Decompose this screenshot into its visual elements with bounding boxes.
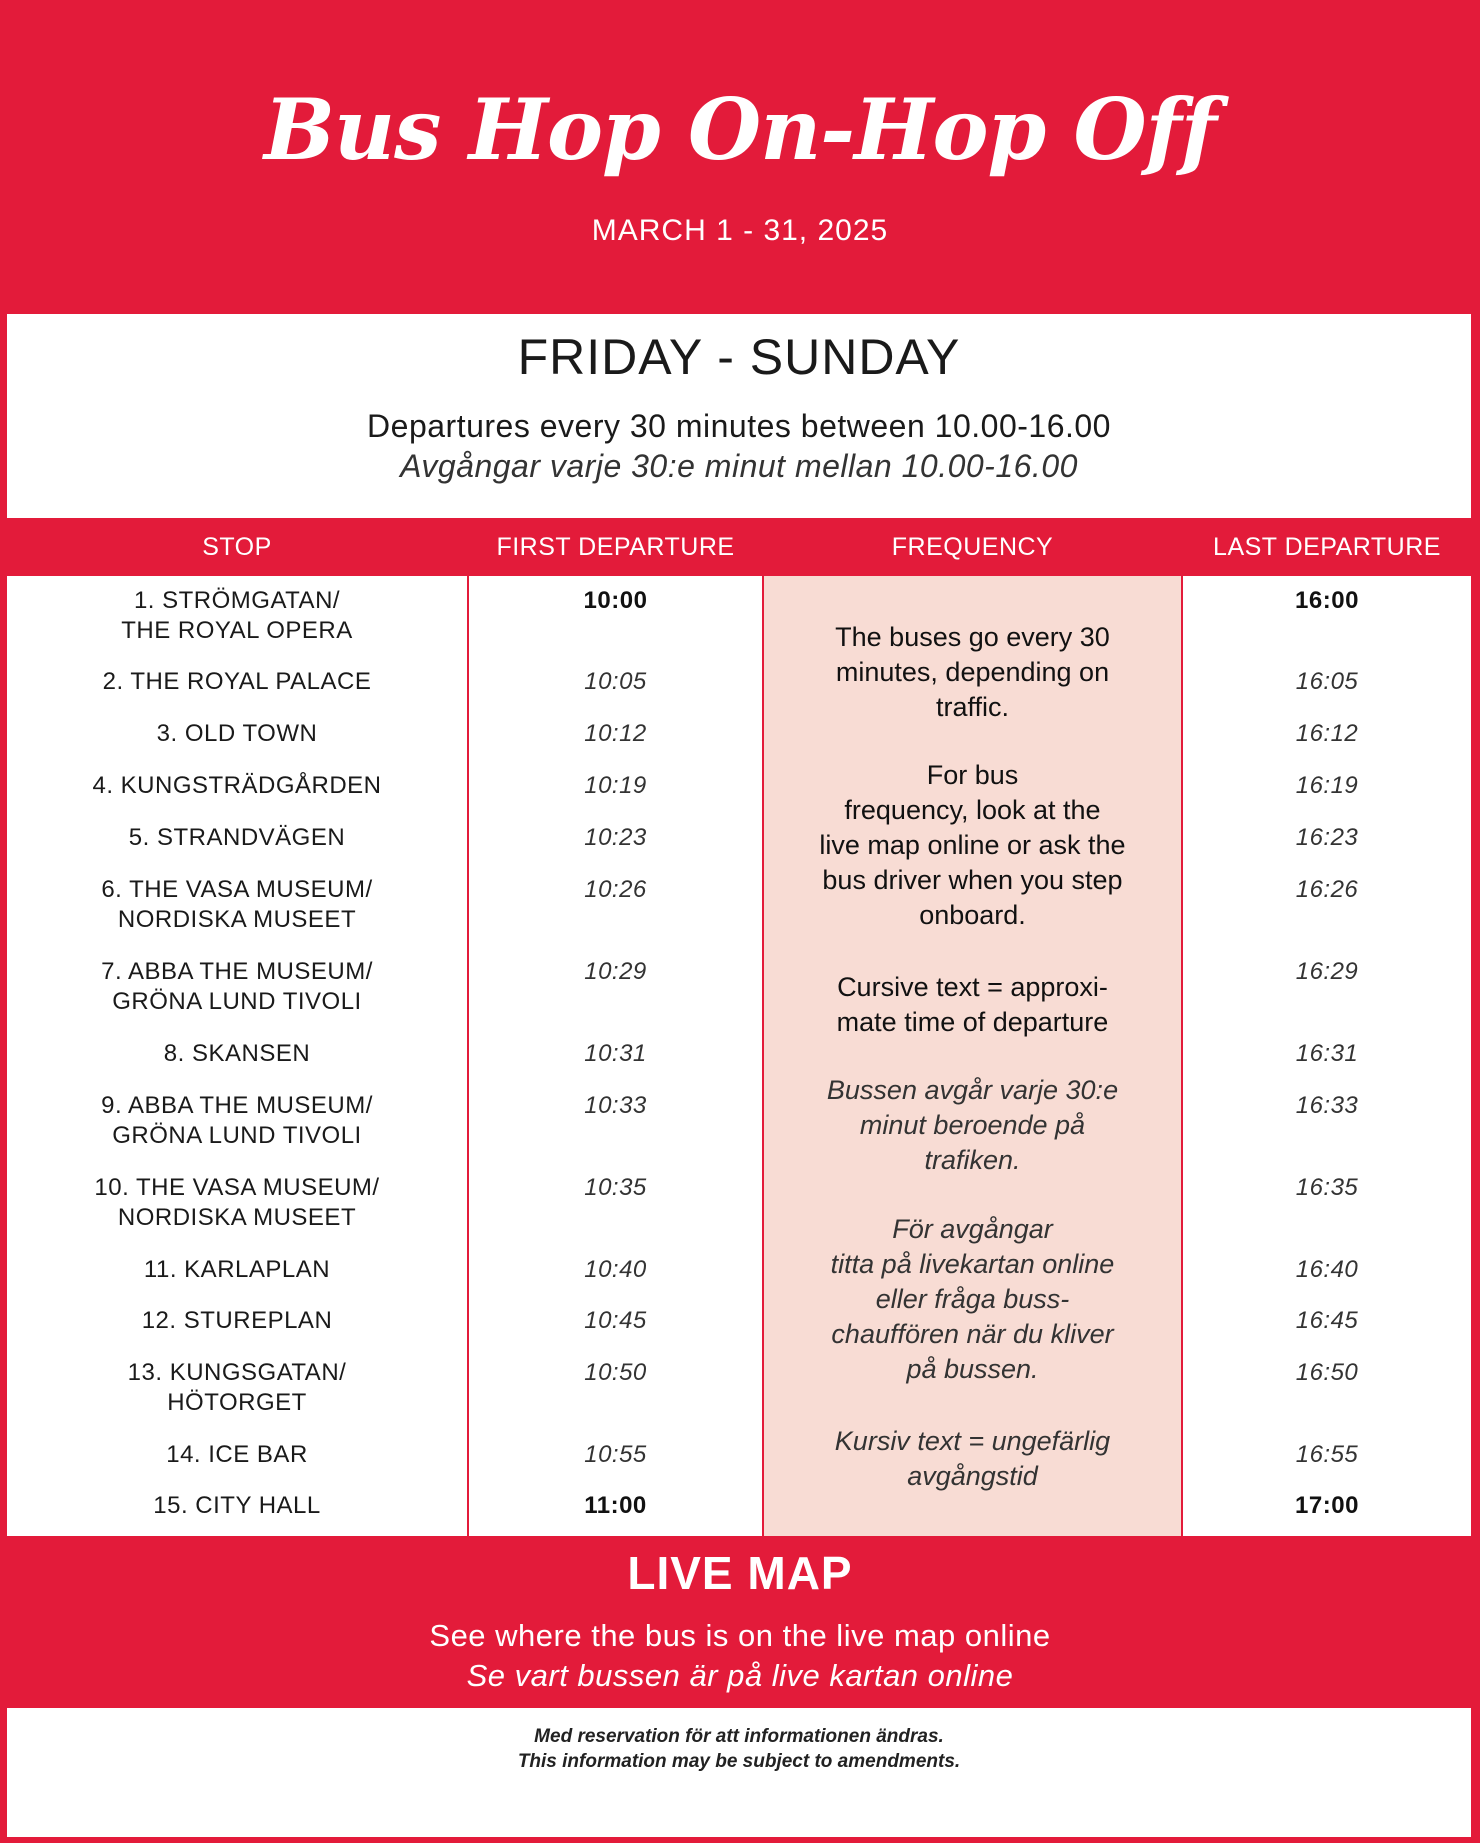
frequency-note-sv: Bussen avgår varje 30:e minut beroende på trafiken. [826,1075,1119,1175]
stop-name: 13. KUNGSGATAN/ HÖTORGET [127,1359,347,1416]
last-departure: 16:50 [1295,1359,1359,1386]
days-heading: FRIDAY - SUNDAY [517,329,961,385]
stop-name: 10. THE VASA MUSEUM/ NORDISKA MUSEET [94,1174,380,1231]
disclaimer-sv: Med reservation för att informationen ändras. [534,1726,944,1747]
last-departure: 16:19 [1295,772,1359,799]
first-departure: 11:00 [584,1492,647,1519]
last-departure: 17:00 [1295,1492,1359,1519]
first-departure: 10:50 [584,1359,647,1386]
last-departure: 16:05 [1295,668,1359,695]
header-stop: STOP [202,533,272,561]
header-first-departure: FIRST DEPARTURE [496,533,735,561]
stop-name: 4. KUNGSTRÄDGÅRDEN [92,772,382,799]
first-departure: 10:45 [584,1307,647,1334]
first-departure: 10:55 [584,1441,647,1468]
date-range: MARCH 1 - 31, 2025 [591,214,889,247]
frequency-note-en: For bus frequency, look at the live map online or ask the bus driver when you step onboard. [819,760,1126,930]
frequency-note-sv: För avgångar titta på livekartan online eller fråga buss- chauffören när du kliver på bussen. [830,1214,1115,1384]
last-departure: 16:35 [1295,1174,1359,1201]
last-departure: 16:12 [1295,720,1359,747]
stop-name: 2. THE ROYAL PALACE [102,668,372,695]
column-divider [762,576,764,1536]
stop-name: 9. ABBA THE MUSEUM/ GRÖNA LUND TIVOLI [101,1092,373,1149]
stop-name: 6. THE VASA MUSEUM/ NORDISKA MUSEET [101,876,373,933]
last-departure: 16:55 [1295,1441,1359,1468]
first-departure: 10:05 [584,668,647,695]
last-departure: 16:45 [1295,1307,1359,1334]
last-departure: 16:23 [1295,824,1359,851]
header-last-departure: LAST DEPARTURE [1213,533,1441,561]
page-title: Bus Hop On-Hop Off [264,80,1216,179]
last-departure: 16:26 [1295,876,1359,903]
last-departure: 16:29 [1295,958,1359,985]
departures-en: Departures every 30 minutes between 10.00-16.00 [367,408,1111,444]
frequency-note-en: Cursive text = approxi- mate time of departure [836,972,1109,1037]
stop-name: 7. ABBA THE MUSEUM/ GRÖNA LUND TIVOLI [101,958,373,1015]
first-departure: 10:00 [583,587,648,614]
footer [7,1708,1471,1837]
frequency-note-sv: Kursiv text = ungefärlig avgångstid [834,1426,1111,1491]
live-map-title: LIVE MAP [627,1547,853,1599]
last-departure: 16:31 [1295,1040,1359,1067]
first-departure: 10:26 [584,876,647,903]
last-departure: 16:33 [1295,1092,1359,1119]
stop-name: 5. STRANDVÄGEN [128,824,346,851]
frequency-note-en: The buses go every 30 minutes, depending on traffic. [835,622,1110,722]
departures-sv: Avgångar varje 30:e minut mellan 10.00-16.00 [400,448,1078,484]
disclaimer-en: This information may be subject to amendments. [517,1751,961,1772]
header-frequency: FREQUENCY [891,533,1054,561]
last-departure: 16:40 [1295,1256,1359,1283]
first-departure: 10:33 [584,1092,647,1119]
first-departure: 10:19 [584,772,647,799]
stop-name: 1. STRÖMGATAN/ THE ROYAL OPERA [121,587,353,644]
first-departure: 10:35 [584,1174,647,1201]
first-departure: 10:23 [584,824,647,851]
live-map-text-sv: Se vart bussen är på live kartan online [466,1658,1014,1693]
first-departure: 10:31 [584,1040,647,1067]
last-departure: 16:00 [1295,587,1359,614]
stop-name: 12. STUREPLAN [141,1307,333,1334]
timetable-body [7,576,1471,1536]
first-departure: 10:12 [584,720,647,747]
stop-name: 14. ICE BAR [166,1441,308,1468]
stop-name: 8. SKANSEN [163,1040,311,1067]
first-departure: 10:29 [584,958,647,985]
live-map-text-en: See where the bus is on the live map online [429,1618,1051,1653]
stop-name: 15. CITY HALL [153,1492,321,1519]
schedule-intro [7,314,1471,518]
table-header [7,518,1471,576]
stop-name: 3. OLD TOWN [156,720,318,747]
stop-name: 11. KARLAPLAN [143,1256,331,1283]
first-departure: 10:40 [584,1256,647,1283]
